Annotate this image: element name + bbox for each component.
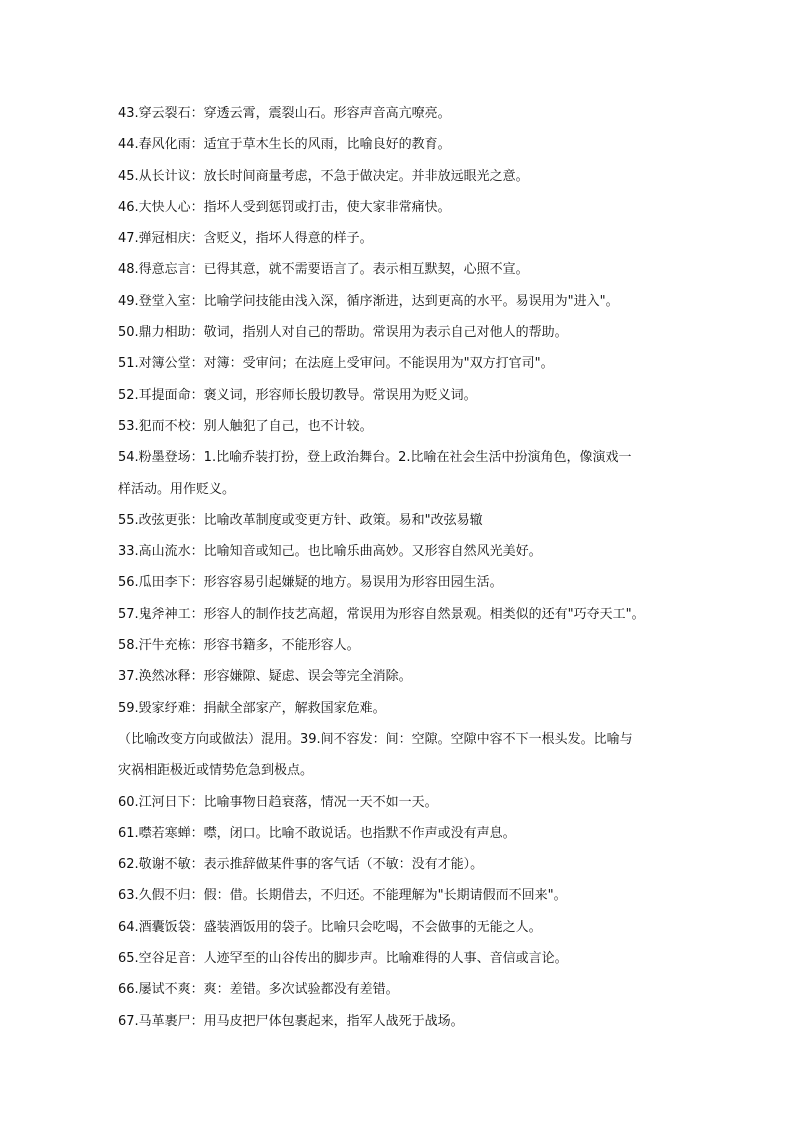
text-line: 62.敬谢不敏：表示推辞做某件事的客气话（不敏：没有才能）。 xyxy=(118,857,484,873)
text-line: 64.酒囊饭袋：盛装酒饭用的袋子。比喻只会吃喝，不会做事的无能之人。 xyxy=(118,919,542,935)
text-line: 48.得意忘言：已得其意，就不需要语言了。表示相互默契，心照不宣。 xyxy=(118,262,529,278)
text-line: 样活动。用作贬义。 xyxy=(118,481,236,497)
text-line: 59.毁家纾难：捐献全部家产，解救国家危难。 xyxy=(118,700,386,716)
text-line: 33.高山流水：比喻知音或知己。也比喻乐曲高妙。又形容自然风光美好。 xyxy=(118,544,542,560)
text-line: 58.汗牛充栋：形容书籍多，不能形容人。 xyxy=(118,638,360,654)
text-line: 49.登堂入室：比喻学问技能由浅入深，循序渐进，达到更高的水平。易误用为"进入"。 xyxy=(118,293,619,309)
text-line: （比喻改变方向或做法）混用。39.间不容发：间：空隙。空隙中容不下一根头发。比喻与 xyxy=(118,731,633,747)
text-line: 50.鼎力相助：敬词，指别人对自己的帮助。常误用为表示自己对他人的帮助。 xyxy=(118,325,568,341)
text-line: 66.屡试不爽：爽：差错。多次试验都没有差错。 xyxy=(118,982,399,998)
text-line: 51.对簿公堂：对簿：受审问；在法庭上受审问。不能误用为"双方打官司"。 xyxy=(118,356,554,372)
text-line: 60.江河日下：比喻事物日趋衰落，情况一天不如一天。 xyxy=(118,794,438,810)
text-line: 55.改弦更张：比喻改革制度或变更方针、政策。易和"改弦易辙 xyxy=(118,512,483,528)
text-line: 52.耳提面命：褒义词，形容师长殷切教导。常误用为贬义词。 xyxy=(118,387,477,403)
text-line: 57.鬼斧神工：形容人的制作技艺高超，常误用为形容自然景观。相类似的还有"巧夺天工"。 xyxy=(118,606,645,622)
text-line: 44.春风化雨：适宜于草木生长的风雨，比喻良好的教育。 xyxy=(118,137,451,153)
text-line: 61.噤若寒蝉：噤，闭口。比喻不敢说话。也指默不作声或没有声息。 xyxy=(118,825,516,841)
text-line: 56.瓜田李下：形容容易引起嫌疑的地方。易误用为形容田园生活。 xyxy=(118,575,503,591)
text-line: 54.粉墨登场：1.比喻乔装打扮，登上政治舞台。2.比喻在社会生活中扮演角色，像演戏一 xyxy=(118,450,632,466)
text-line: 47.弹冠相庆：含贬义，指坏人得意的样子。 xyxy=(118,231,373,247)
text-line: 53.犯而不校：别人触犯了自己，也不计较。 xyxy=(118,418,373,434)
text-line: 65.空谷足音：人迹罕至的山谷传出的脚步声。比喻难得的人事、音信或言论。 xyxy=(118,951,568,967)
text-line: 46.大快人心：指坏人受到惩罚或打击，使大家非常痛快。 xyxy=(118,199,451,215)
text-line: 43.穿云裂石：穿透云霄，震裂山石。形容声音高亢嘹亮。 xyxy=(118,106,451,121)
text-line: 灾祸相距极近或情势危急到极点。 xyxy=(118,763,314,779)
text-line: 45.从长计议：放长时间商量考虑，不急于做决定。并非放远眼光之意。 xyxy=(118,168,529,184)
text-line: 37.涣然冰释：形容嫌隙、疑虑、误会等完全消除。 xyxy=(118,669,412,685)
document-body xyxy=(118,98,688,1037)
text-line: 67.马革裹尸：用马皮把尸体包裹起来，指军人战死于战场。 xyxy=(118,1013,464,1029)
text-line: 63.久假不归：假：借。长期借去，不归还。不能理解为"长期请假而不回来"。 xyxy=(118,888,567,904)
